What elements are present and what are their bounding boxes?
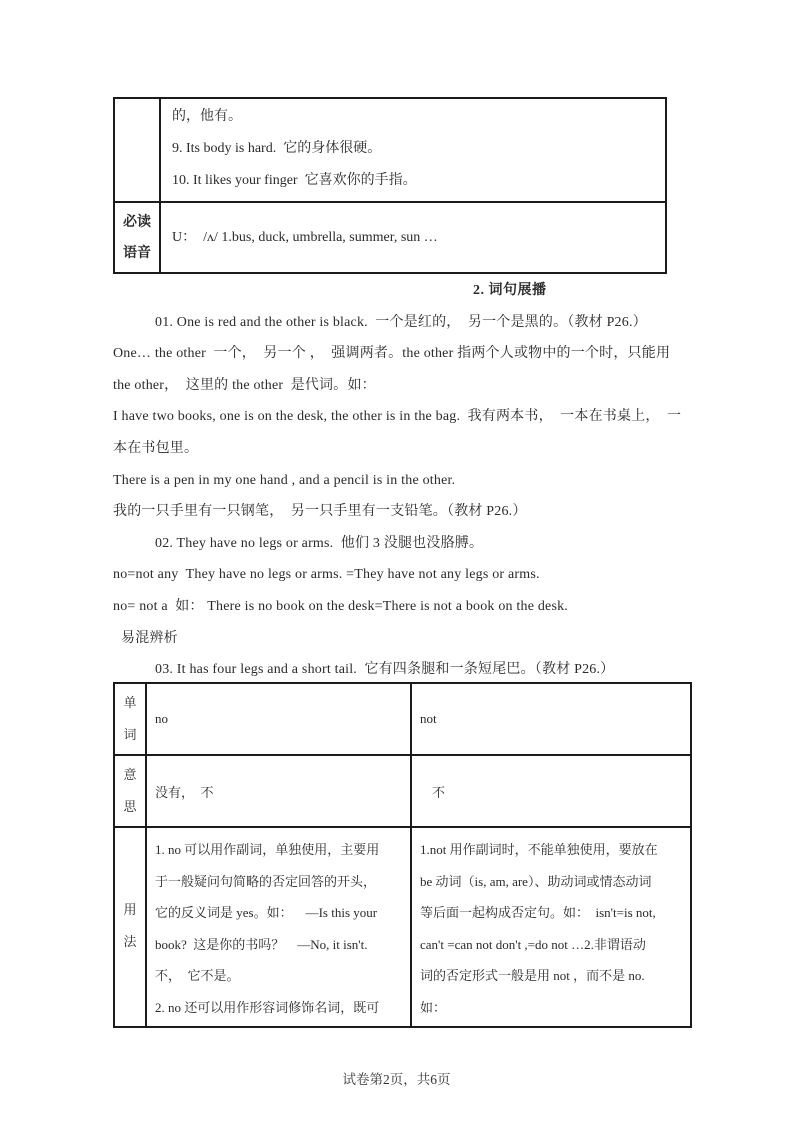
body-line: 我的一只手里有一只钢笔， 另一只手里有一支铅笔。（教材 P26.） (113, 504, 527, 520)
usage-line: 1. no 可以用作副词，单独使用，主要用 (155, 842, 380, 857)
phonics-line: U： /ʌ/ 1.bus, duck, umbrella, summer, sun … (172, 229, 438, 245)
usage-line: book? 这是你的书吗？ —No, it isn't. (155, 936, 368, 952)
usage-line: can't =can not don't ,=do not …2.非谓语动 (420, 936, 646, 952)
table-row (114, 202, 666, 273)
header-char: 法 (123, 934, 137, 949)
usage-line: 2. no 还可以用作形容词修饰名词，既可 (155, 999, 380, 1015)
must-read-phonics-label (114, 202, 160, 273)
usage-no-cell (146, 827, 411, 1027)
body-text-block (113, 275, 682, 686)
usage-line: 等后面一起构成否定句。如： isn't=is not, (420, 905, 656, 920)
table-row (114, 827, 691, 1027)
header-char: 单 (123, 695, 137, 710)
body-line: 03. It has four legs and a short tail. 它有四条腿和一条短尾巴。（教材 P26.） (155, 662, 615, 678)
usage-line: 1.not 用作副词时，不能单独使用，要放在 (420, 842, 658, 857)
header-char: 词 (123, 727, 137, 742)
vocab-row1-label-cell (114, 98, 160, 202)
label-line: 语音 (123, 245, 151, 261)
body-line: There is a pen in my one hand , and a pencil is in the other. (113, 472, 456, 488)
usage-line: 如： (420, 999, 447, 1015)
word-not-cell: not (411, 683, 691, 755)
body-line: I have two books, one is on the desk, the other is in the bag. 我有两本书， 一本在书桌上， 一 (113, 409, 682, 425)
sentence-line: 10. It likes your finger 它喜欢你的手指。 (172, 173, 417, 188)
header-char: 用 (123, 902, 137, 917)
sentence-line: 的，他有。 (172, 109, 242, 124)
word-no-cell: no (146, 683, 411, 755)
usage-not-cell (411, 827, 691, 1027)
table-row (114, 755, 691, 827)
page-footer: 试卷第2页，共6页 (342, 1072, 451, 1087)
usage-line: 于一般疑问句简略的否定回答的开头， (155, 873, 377, 889)
sentence-line: 9. Its body is hard. 它的身体很硬。 (172, 141, 382, 156)
phonics-content-cell (160, 202, 666, 273)
word-row-header (114, 683, 146, 755)
body-line: One… the other 一个， 另一个 ， 强调两者。the other 指两个人或物中的一个时，只能用 (113, 346, 671, 362)
label-line: 必读 (123, 214, 151, 230)
body-line: 易混辨析 (121, 630, 178, 646)
table-row (114, 98, 666, 202)
body-line: the other， 这里的 the other 是代词。如： (113, 377, 376, 393)
meaning-not-cell: 不 (411, 755, 691, 827)
usage-row-header (114, 827, 146, 1027)
body-line: 02. They have no legs or arms. 他们 3 没腿也没胳膊。 (155, 535, 484, 551)
usage-line: 它的反义词是 yes。如： —Is this your (155, 905, 378, 920)
usage-line: be 动词（is, am, are）、助动词或情态动词 (420, 873, 652, 889)
body-line: no=not any They have no legs or arms. =They have not any legs or arms. (113, 567, 540, 583)
header-char: 思 (123, 799, 137, 814)
meaning-row-header (114, 755, 146, 827)
table-row (114, 683, 691, 755)
body-line: 本在书包里。 (113, 440, 199, 456)
body-line: no= not a 如： There is no book on the desk=There is not a book on the desk. (113, 598, 568, 614)
usage-line: 不， 它不是。 (155, 968, 240, 983)
meaning-no-cell: 没有， 不 (146, 755, 411, 827)
body-line: 01. One is red and the other is black. 一个是红的， 另一个是黑的。（教材 P26.） (155, 314, 647, 330)
no-vs-not-table (113, 682, 692, 1028)
vocab-row1-content-cell (160, 98, 666, 202)
pronunciation-table (113, 97, 667, 274)
header-char: 意 (123, 767, 137, 782)
section-heading: 2. 词句展播 (473, 283, 547, 298)
usage-line: 词的否定形式一般是用 not ，而不是 no. (420, 968, 645, 983)
